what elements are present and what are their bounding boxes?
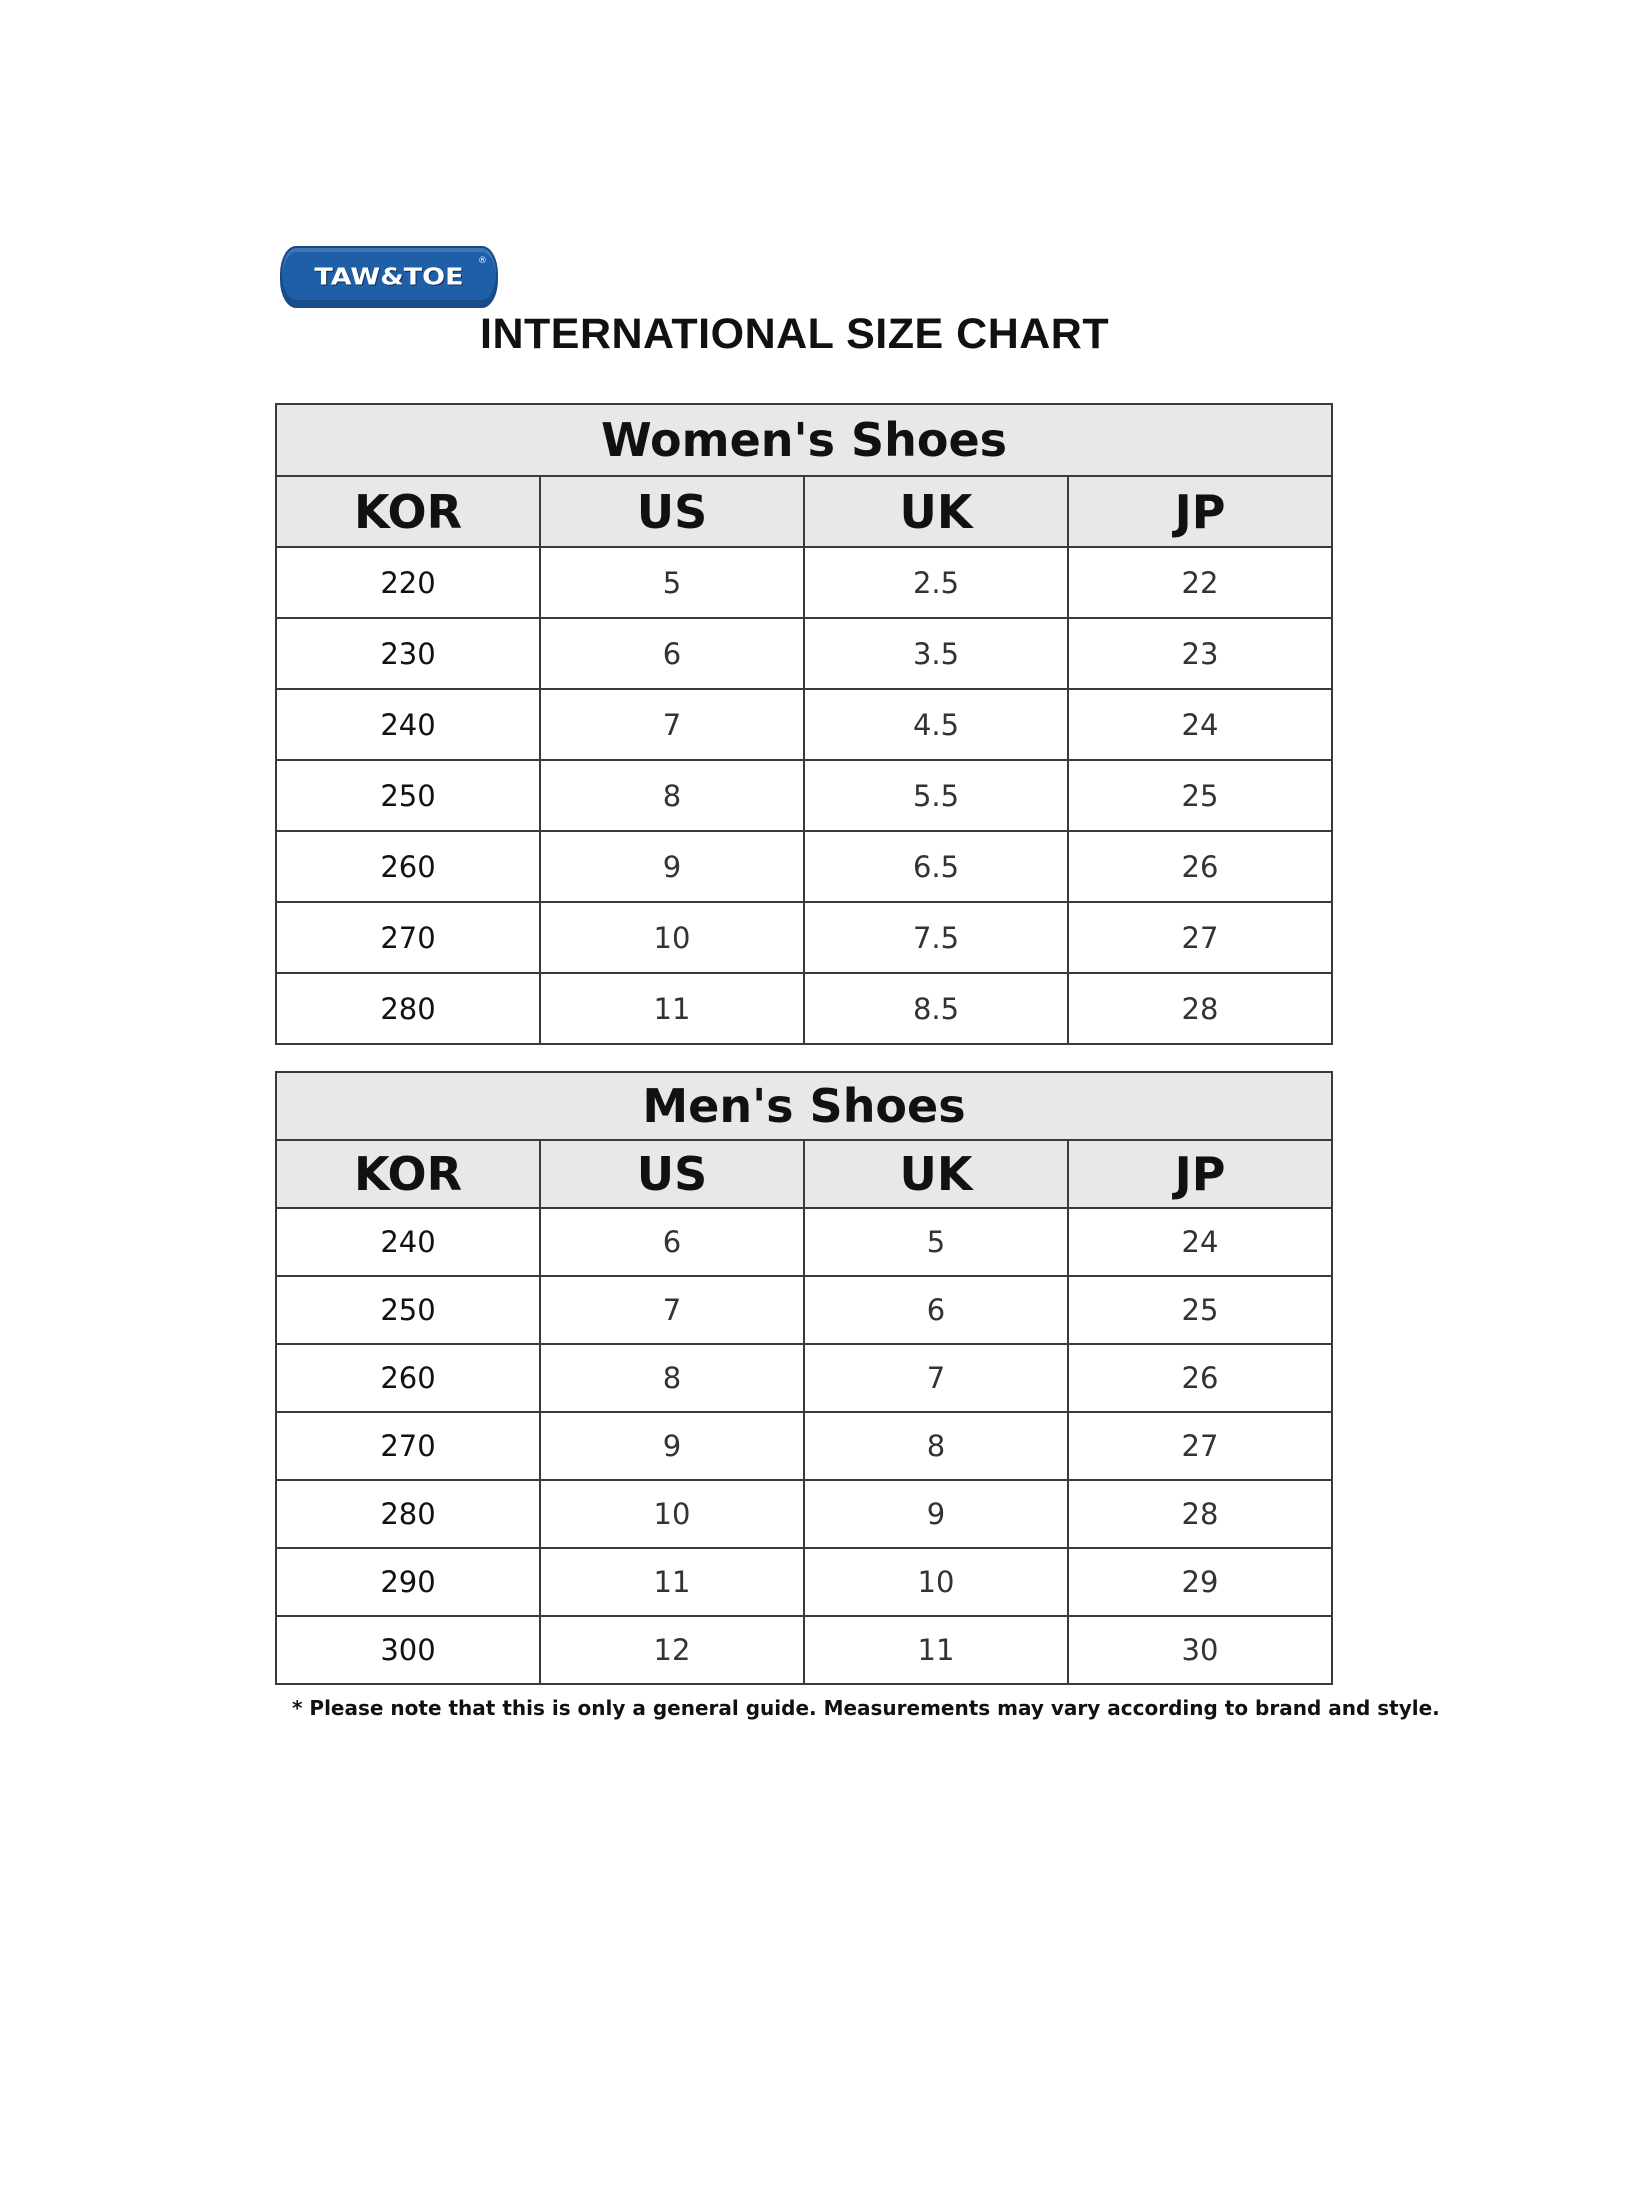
cell-us: 10	[540, 1480, 804, 1548]
column-header-uk: UK	[804, 476, 1068, 547]
cell-jp: 22	[1068, 547, 1332, 618]
brand-logo	[280, 246, 498, 308]
cell-jp: 27	[1068, 902, 1332, 973]
table-row	[276, 1548, 1332, 1616]
cell-kor: 230	[276, 618, 540, 689]
cell-us: 12	[540, 1616, 804, 1684]
cell-uk: 8	[804, 1412, 1068, 1480]
table-row	[276, 547, 1332, 618]
column-header-us: US	[540, 1140, 804, 1208]
table-row	[276, 1412, 1332, 1480]
table-row	[276, 1480, 1332, 1548]
cell-us: 8	[540, 760, 804, 831]
cell-kor: 280	[276, 1480, 540, 1548]
cell-us: 11	[540, 1548, 804, 1616]
table-row	[276, 760, 1332, 831]
column-header-us: US	[540, 476, 804, 547]
cell-us: 6	[540, 618, 804, 689]
cell-kor: 250	[276, 760, 540, 831]
cell-uk: 5	[804, 1208, 1068, 1276]
column-header-jp: JP	[1068, 1140, 1332, 1208]
cell-uk: 7.5	[804, 902, 1068, 973]
cell-us: 9	[540, 1412, 804, 1480]
women-table-body	[276, 547, 1332, 1044]
cell-kor: 300	[276, 1616, 540, 1684]
cell-kor: 260	[276, 1344, 540, 1412]
table-row	[276, 689, 1332, 760]
cell-uk: 5.5	[804, 760, 1068, 831]
cell-us: 9	[540, 831, 804, 902]
logo-registered-mark: ®	[478, 256, 487, 266]
cell-jp: 30	[1068, 1616, 1332, 1684]
footnote: * Please note that this is only a general guide. Measurements may vary according to brand and style.	[292, 1696, 1440, 1720]
table-row	[276, 831, 1332, 902]
men-table-title: Men's Shoes	[276, 1072, 1332, 1140]
cell-uk: 9	[804, 1480, 1068, 1548]
cell-kor: 270	[276, 1412, 540, 1480]
cell-jp: 28	[1068, 973, 1332, 1044]
women-size-table	[275, 403, 1333, 1045]
cell-us: 5	[540, 547, 804, 618]
women-header-row	[276, 476, 1332, 547]
men-table-body	[276, 1208, 1332, 1684]
table-row	[276, 618, 1332, 689]
column-header-kor: KOR	[276, 476, 540, 547]
cell-uk: 3.5	[804, 618, 1068, 689]
cell-jp: 29	[1068, 1548, 1332, 1616]
cell-kor: 270	[276, 902, 540, 973]
cell-kor: 240	[276, 1208, 540, 1276]
cell-us: 10	[540, 902, 804, 973]
men-size-table	[275, 1071, 1333, 1685]
cell-kor: 290	[276, 1548, 540, 1616]
table-row	[276, 902, 1332, 973]
cell-jp: 25	[1068, 1276, 1332, 1344]
cell-kor: 220	[276, 547, 540, 618]
table-row	[276, 1616, 1332, 1684]
men-header-row	[276, 1140, 1332, 1208]
cell-jp: 23	[1068, 618, 1332, 689]
cell-uk: 4.5	[804, 689, 1068, 760]
cell-jp: 26	[1068, 1344, 1332, 1412]
cell-jp: 25	[1068, 760, 1332, 831]
cell-kor: 260	[276, 831, 540, 902]
column-header-uk: UK	[804, 1140, 1068, 1208]
cell-jp: 28	[1068, 1480, 1332, 1548]
cell-uk: 6	[804, 1276, 1068, 1344]
cell-kor: 240	[276, 689, 540, 760]
cell-uk: 11	[804, 1616, 1068, 1684]
cell-kor: 250	[276, 1276, 540, 1344]
cell-uk: 10	[804, 1548, 1068, 1616]
cell-kor: 280	[276, 973, 540, 1044]
column-header-kor: KOR	[276, 1140, 540, 1208]
women-table-title: Women's Shoes	[276, 404, 1332, 476]
cell-jp: 24	[1068, 1208, 1332, 1276]
cell-uk: 7	[804, 1344, 1068, 1412]
cell-us: 11	[540, 973, 804, 1044]
cell-jp: 27	[1068, 1412, 1332, 1480]
cell-us: 7	[540, 689, 804, 760]
cell-us: 7	[540, 1276, 804, 1344]
table-row	[276, 1276, 1332, 1344]
cell-uk: 2.5	[804, 547, 1068, 618]
table-row	[276, 1344, 1332, 1412]
logo-text: TAW&TOE	[314, 263, 464, 291]
cell-jp: 24	[1068, 689, 1332, 760]
cell-jp: 26	[1068, 831, 1332, 902]
page-title: INTERNATIONAL SIZE CHART	[480, 310, 1110, 358]
table-row	[276, 1208, 1332, 1276]
cell-us: 6	[540, 1208, 804, 1276]
cell-uk: 8.5	[804, 973, 1068, 1044]
cell-us: 8	[540, 1344, 804, 1412]
column-header-jp: JP	[1068, 476, 1332, 547]
table-row	[276, 973, 1332, 1044]
cell-uk: 6.5	[804, 831, 1068, 902]
